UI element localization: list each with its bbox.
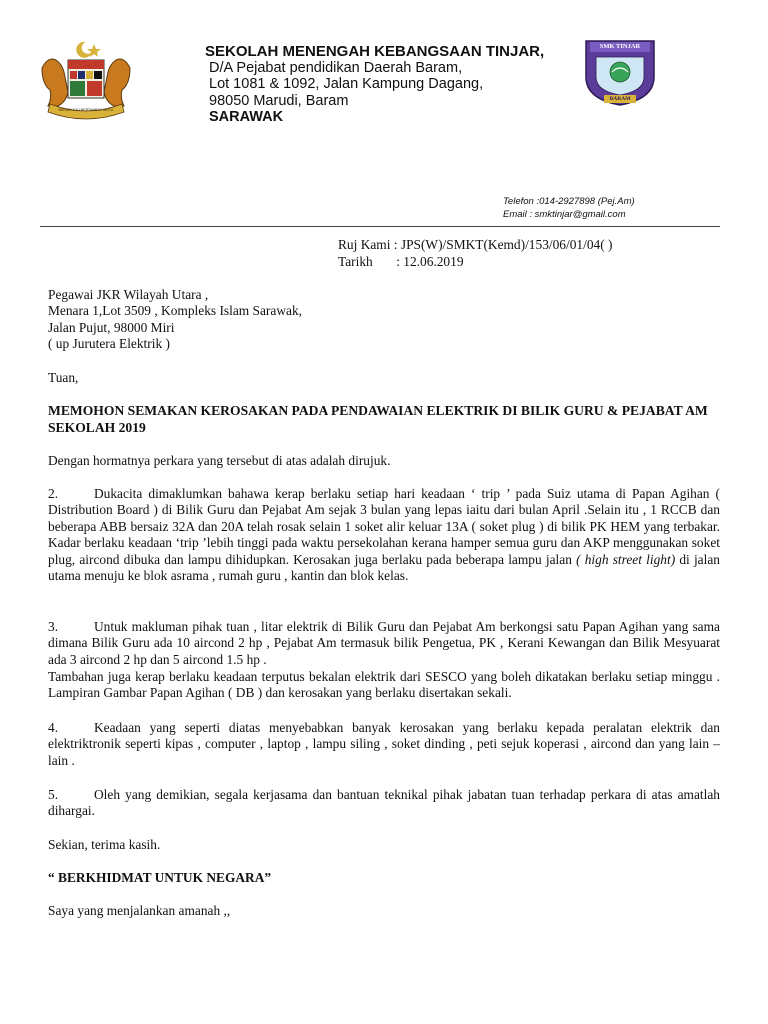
paragraph-4	[48, 720, 720, 769]
letter-date: Tarikh : 12.06.2019	[338, 254, 464, 269]
school-logo-top-text: SMK TINJAR	[599, 43, 641, 50]
paragraph-2-italic: ( high street light)	[576, 551, 676, 567]
paragraph-3-number: 3.	[48, 619, 59, 634]
address-line-1: D/A Pejabat pendidikan Daerah Baram,	[209, 60, 463, 76]
intro-paragraph: Dengan hormatnya perkara yang tersebut di atas adalah dirujuk.	[48, 453, 391, 468]
motto-line: “ BERKHIDMAT UNTUK NEGARA”	[48, 870, 272, 885]
subject-heading: MEMOHON SEMAKAN KEROSAKAN PADA PENDAWAIAN ELEKTRIK DI BILIK GURU & PEJABAT AM SEKOLAH 2019	[48, 403, 708, 435]
school-logo	[582, 39, 658, 107]
paragraph-3-continued: Tambahan juga kerap berlaku keadaan terputus bekalan elektrik dari SESCO yang boleh dikatakan berlaku setiap minggu . Lampiran Gambar Papan Agihan ( DB ) dan kerosakan yang berlaku disertakan sekali.	[48, 669, 720, 701]
paragraph-4-text: Keadaan yang seperti diatas menyebabkan banyak kerosakan yang berlaku kepada peralatan elektrik dan elektriktronik seperti kipas , computer , laptop , lampu siling , soket dinding , peti sejuk koperasi , aircond dan yang lain – lain .	[48, 720, 720, 768]
paragraph-3-text: Untuk makluman pihak tuan , litar elektrik di Bilik Guru dan Pejabat Am berkongsi satu Papan Agihan yang sama dimana Bilik Guru ada 10 aircond 2 hp , Pejabat Am termasuk bilik Pengetua, PK , Kerani Kewangan dan Bilik Mesyuarat ada 3 aircond 2 hp dan 5 aircond 1.5 hp .	[48, 619, 720, 667]
recipient-line-1: Pegawai JKR Wilayah Utara ,	[48, 287, 209, 302]
malaysia-coat-of-arms	[36, 38, 136, 120]
paragraph-2-text-a: Dukacita dimaklumkan bahawa kerap berlaku setiap hari keadaan ‘ trip ’ pada Suiz utama di Papan Agihan ( Distribution Board ) di Bilik Guru dan Pejabat Am sejak 3 bulan yang lepas iaitu dari bulan April .Selain itu , 1 RCCB dan beberapa ABB bersaiz 32A dan 20A telah rosak selain 1 soket alir keluar 13A ( soket plug ) di bilik PK HEM yang terbakar. Kadar berlaku keadaan ‘trip ’lebih tinggi pada waktu persekolahan kerana hamper semua guru dan AKP menggunakan soket plug, aircond dibuka dan lampu dihidupkan. Kerosakan juga berlaku pada beberapa lampu jalan	[48, 486, 720, 567]
paragraph-5-number: 5.	[48, 787, 59, 802]
state-name: SARAWAK	[209, 109, 284, 125]
address-line-2: Lot 1081 & 1092, Jalan Kampung Dagang,	[209, 76, 484, 92]
sign-off-line: Saya yang menjalankan amanah ,,	[48, 903, 231, 918]
reference-number: Ruj Kami : JPS(W)/SMKT(Kemd)/153/06/01/04( )	[338, 237, 613, 252]
recipient-line-2: Menara 1,Lot 3509 , Kompleks Islam Sarawak,	[48, 303, 302, 318]
paragraph-5-text: Oleh yang demikian, segala kerjasama dan bantuan teknikal pihak jabatan tuan terhadap perkara di atas amatlah dihargai.	[48, 787, 720, 819]
paragraph-4-number: 4.	[48, 720, 59, 735]
telefon-line: Telefon :014-2927898 (Pej.Am)	[503, 196, 635, 207]
school-name: SEKOLAH MENENGAH KEBANGSAAN TINJAR,	[205, 43, 545, 60]
closing-line: Sekian, terima kasih.	[48, 837, 161, 852]
paragraph-3	[48, 619, 720, 668]
header-divider	[40, 226, 720, 227]
salutation: Tuan,	[48, 370, 79, 385]
address-line-3: 98050 Marudi, Baram	[209, 93, 349, 109]
paragraph-2-text-b: di jalan utama menuju ke blok asrama , rumah guru , kantin dan blok kelas.	[48, 551, 720, 584]
recipient-line-4: ( up Jurutera Elektrik )	[48, 336, 170, 351]
paragraph-2	[48, 486, 720, 584]
paragraph-2-number: 2.	[48, 486, 59, 501]
recipient-line-3: Jalan Pujut, 98000 Miri	[48, 320, 175, 335]
crest-motto: BERSEKUTU BERTAMBAH MUTU	[58, 108, 114, 112]
email-line: Email : smktinjar@gmail.com	[503, 209, 626, 220]
paragraph-5	[48, 787, 720, 820]
school-logo-bottom-text: BARAM	[609, 96, 631, 102]
